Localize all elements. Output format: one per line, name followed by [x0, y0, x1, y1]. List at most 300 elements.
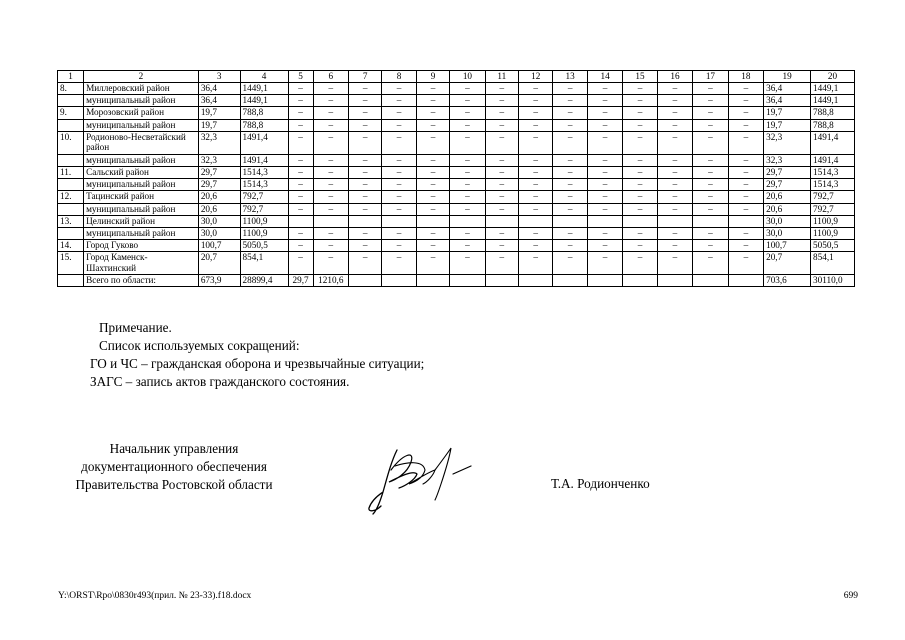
table-cell: – [587, 179, 622, 191]
table-cell: 1449,1 [811, 95, 855, 107]
table-cell: 1514,3 [240, 179, 288, 191]
header-cell: 9 [416, 71, 449, 83]
table-cell: – [519, 95, 553, 107]
table-cell: – [382, 119, 416, 131]
table-row [58, 215, 855, 227]
header-cell: 2 [84, 71, 199, 83]
table-cell: – [553, 203, 587, 215]
table-cell: – [519, 166, 553, 178]
table-cell [728, 215, 763, 227]
table-cell: – [657, 119, 692, 131]
table-cell: – [587, 154, 622, 166]
table-cell: – [349, 131, 382, 154]
table-cell: – [382, 154, 416, 166]
header-cell: 11 [485, 71, 518, 83]
table-cell: – [693, 95, 728, 107]
table-cell: – [382, 227, 416, 239]
table-cell: – [693, 203, 728, 215]
table-header-row [58, 71, 855, 83]
table-cell: – [693, 240, 728, 252]
table-cell [693, 215, 728, 227]
table-cell: – [416, 83, 449, 95]
table-cell: 20,7 [198, 252, 240, 275]
table-cell: – [288, 240, 313, 252]
table-cell: 788,8 [240, 107, 288, 119]
table-cell: – [519, 107, 553, 119]
table-cell: – [382, 252, 416, 275]
header-cell: 13 [553, 71, 587, 83]
table-cell: – [416, 95, 449, 107]
table-cell: – [623, 119, 657, 131]
table-cell [58, 154, 84, 166]
table-cell: – [349, 95, 382, 107]
table-cell: – [416, 252, 449, 275]
table-cell: – [485, 240, 518, 252]
table-cell: – [728, 252, 763, 275]
table-cell: – [553, 95, 587, 107]
table-cell: – [288, 227, 313, 239]
table-cell: – [313, 252, 348, 275]
table-row [58, 252, 855, 275]
table-cell: – [349, 119, 382, 131]
table-cell: – [623, 107, 657, 119]
table-cell: 36,4 [764, 83, 811, 95]
table-cell: – [450, 166, 485, 178]
table-cell: – [693, 252, 728, 275]
table-cell: – [416, 240, 449, 252]
table-cell: – [416, 227, 449, 239]
table-cell: 12. [58, 191, 84, 203]
table-row [58, 179, 855, 191]
table-cell: – [349, 166, 382, 178]
table-cell: – [313, 191, 348, 203]
note-line: ГО и ЧС – гражданская оборона и чрезвычайные ситуации; [90, 356, 425, 371]
table-cell: – [519, 83, 553, 95]
table-cell: 14. [58, 240, 84, 252]
header-cell: 6 [313, 71, 348, 83]
table-cell: – [349, 179, 382, 191]
table-cell: – [587, 131, 622, 154]
table-cell [58, 95, 84, 107]
table-cell: – [657, 203, 692, 215]
table-cell: – [657, 95, 692, 107]
table-cell [519, 275, 553, 287]
table-cell: 29,7 [764, 166, 811, 178]
table-cell: 788,8 [240, 119, 288, 131]
table-cell: – [553, 227, 587, 239]
table-cell: 100,7 [764, 240, 811, 252]
table-cell [587, 275, 622, 287]
table-cell: Целинский район [84, 215, 199, 227]
table-cell: – [450, 83, 485, 95]
table-cell: – [693, 107, 728, 119]
table-cell: муниципальный район [84, 119, 199, 131]
signer-name: Т.А. Родионченко [551, 476, 650, 491]
table-cell: – [382, 131, 416, 154]
page-number: 699 [843, 591, 858, 601]
table-cell: – [416, 107, 449, 119]
table-cell: 854,1 [811, 252, 855, 275]
table-cell: 1210,6 [313, 275, 348, 287]
table-cell: – [623, 227, 657, 239]
table-cell: – [485, 166, 518, 178]
table-cell: – [416, 131, 449, 154]
table-cell: – [587, 191, 622, 203]
table-cell: – [657, 83, 692, 95]
table-cell: – [349, 154, 382, 166]
table-cell: – [288, 191, 313, 203]
table-cell: – [416, 179, 449, 191]
table-cell: 30,0 [764, 215, 811, 227]
table-cell: 29,7 [198, 179, 240, 191]
table-cell [349, 215, 382, 227]
table-cell [58, 119, 84, 131]
table-cell: – [450, 107, 485, 119]
table-cell: – [587, 227, 622, 239]
table-cell: – [382, 107, 416, 119]
table-cell: – [382, 166, 416, 178]
table-cell: 36,4 [198, 83, 240, 95]
position-line: Начальник управления [109, 441, 239, 456]
table-cell: – [728, 191, 763, 203]
table-cell: – [519, 119, 553, 131]
table-cell: – [485, 154, 518, 166]
table-cell: – [382, 203, 416, 215]
table-cell: – [657, 191, 692, 203]
table-cell: – [313, 203, 348, 215]
table-cell: – [519, 131, 553, 154]
table-cell [416, 275, 449, 287]
table-cell: – [313, 227, 348, 239]
table-cell: – [587, 95, 622, 107]
table-cell: – [416, 191, 449, 203]
table-cell: муниципальный район [84, 95, 199, 107]
table-cell: Город Гуково [84, 240, 199, 252]
table-cell: – [519, 179, 553, 191]
table-row [58, 240, 855, 252]
table-cell: 9. [58, 107, 84, 119]
table-cell: – [519, 240, 553, 252]
table-cell: – [450, 95, 485, 107]
table-body [58, 83, 855, 287]
table-cell [553, 275, 587, 287]
table-cell: – [313, 95, 348, 107]
table-cell: Тацинский район [84, 191, 199, 203]
table-cell: 673,9 [198, 275, 240, 287]
table-cell: 792,7 [240, 191, 288, 203]
table-cell: 1449,1 [240, 95, 288, 107]
table-cell: 100,7 [198, 240, 240, 252]
table-cell: 15. [58, 252, 84, 275]
table-cell: – [553, 154, 587, 166]
note-line: ЗАГС – запись актов гражданского состояния. [90, 374, 350, 389]
table-cell: – [553, 240, 587, 252]
table-cell: 19,7 [198, 107, 240, 119]
table-cell: муниципальный район [84, 203, 199, 215]
table-cell: 703,6 [764, 275, 811, 287]
table-cell: – [288, 95, 313, 107]
table-cell: – [519, 227, 553, 239]
table-cell: – [728, 107, 763, 119]
table-row [58, 131, 855, 154]
note-section [90, 319, 424, 391]
table-cell [485, 275, 518, 287]
table-cell: – [450, 240, 485, 252]
table-cell: Морозовский район [84, 107, 199, 119]
table-cell: – [349, 83, 382, 95]
table-cell: – [450, 227, 485, 239]
table-cell: Миллеровский район [84, 83, 199, 95]
table-cell: – [728, 179, 763, 191]
header-cell: 4 [240, 71, 288, 83]
table-cell [728, 275, 763, 287]
table-cell: – [450, 252, 485, 275]
table-cell: – [657, 154, 692, 166]
table-cell: – [553, 107, 587, 119]
table-cell: 32,3 [198, 154, 240, 166]
table-cell: – [450, 203, 485, 215]
table-cell: – [693, 83, 728, 95]
table-cell: – [349, 227, 382, 239]
table-cell: – [485, 203, 518, 215]
table-cell: 11. [58, 166, 84, 178]
table-cell: – [313, 166, 348, 178]
table-cell: 36,4 [764, 95, 811, 107]
table-cell: 5050,5 [240, 240, 288, 252]
table-cell: Сальский район [84, 166, 199, 178]
table-cell: – [349, 203, 382, 215]
table-row [58, 227, 855, 239]
table-cell: 30,0 [198, 215, 240, 227]
header-cell: 7 [349, 71, 382, 83]
table-cell [657, 215, 692, 227]
position-line: Правительства Ростовской области [75, 477, 273, 492]
table-cell: 28899,4 [240, 275, 288, 287]
header-cell: 14 [587, 71, 622, 83]
table-cell: Город Каменск-Шахтинский [84, 252, 199, 275]
table-cell: 19,7 [764, 119, 811, 131]
table-cell: 1100,9 [240, 215, 288, 227]
table-cell: – [416, 119, 449, 131]
table-cell: – [587, 107, 622, 119]
table-cell: – [450, 191, 485, 203]
table-cell: 1514,3 [811, 166, 855, 178]
table-cell: – [288, 179, 313, 191]
table-cell: – [288, 203, 313, 215]
header-cell: 10 [450, 71, 485, 83]
table-cell: 29,7 [288, 275, 313, 287]
table-cell: муниципальный район [84, 227, 199, 239]
table-cell: – [657, 252, 692, 275]
table-cell [382, 215, 416, 227]
table-cell [313, 215, 348, 227]
table-cell: – [349, 240, 382, 252]
table-cell [485, 215, 518, 227]
table-cell: – [288, 83, 313, 95]
table-cell [58, 227, 84, 239]
table-cell: – [728, 131, 763, 154]
table-cell: – [313, 179, 348, 191]
header-cell: 20 [811, 71, 855, 83]
table-cell [450, 275, 485, 287]
table-cell: – [416, 203, 449, 215]
header-cell: 1 [58, 71, 84, 83]
table-cell: – [623, 166, 657, 178]
table-cell: 1449,1 [811, 83, 855, 95]
table-cell [58, 203, 84, 215]
table-cell [519, 215, 553, 227]
table-cell: 788,8 [811, 107, 855, 119]
table-cell: 8. [58, 83, 84, 95]
table-cell [693, 275, 728, 287]
table-cell: – [485, 131, 518, 154]
table-row [58, 83, 855, 95]
table-cell: 5050,5 [811, 240, 855, 252]
table-cell: – [349, 107, 382, 119]
table-cell: 1491,4 [811, 154, 855, 166]
table-cell: – [623, 191, 657, 203]
table-cell: – [519, 191, 553, 203]
table-cell: – [382, 95, 416, 107]
table-cell: – [485, 107, 518, 119]
table-cell: 13. [58, 215, 84, 227]
header-cell: 8 [382, 71, 416, 83]
table-cell: – [288, 119, 313, 131]
table-cell: 19,7 [764, 107, 811, 119]
file-path: Y:\ORST\Rpo\0830r493(прил. № 23-33).f18.docx [58, 591, 252, 601]
header-cell: 19 [764, 71, 811, 83]
table-cell: 1100,9 [811, 227, 855, 239]
table-cell: – [623, 131, 657, 154]
table-cell: 19,7 [198, 119, 240, 131]
table-cell [382, 275, 416, 287]
table-cell: 10. [58, 131, 84, 154]
table-cell: – [553, 119, 587, 131]
table-cell: – [553, 83, 587, 95]
table-cell: – [519, 252, 553, 275]
table-cell: – [657, 166, 692, 178]
header-cell: 15 [623, 71, 657, 83]
table-cell: – [288, 252, 313, 275]
header-cell: 17 [693, 71, 728, 83]
position-line: документационного обеспечения [81, 459, 267, 474]
table-cell: – [313, 131, 348, 154]
table-cell: – [485, 179, 518, 191]
table-row [58, 119, 855, 131]
table-cell: муниципальный район [84, 179, 199, 191]
table-cell: – [693, 227, 728, 239]
header-cell: 12 [519, 71, 553, 83]
table-cell: – [623, 95, 657, 107]
table-cell: 29,7 [198, 166, 240, 178]
table-cell: – [553, 252, 587, 275]
table-cell: – [416, 154, 449, 166]
table-cell: – [553, 191, 587, 203]
table-cell: 32,3 [764, 154, 811, 166]
table-row [58, 166, 855, 178]
table-cell: – [485, 227, 518, 239]
table-cell: – [587, 252, 622, 275]
table-cell: – [728, 203, 763, 215]
table-cell: – [553, 166, 587, 178]
table-cell: – [313, 119, 348, 131]
table-cell: – [693, 131, 728, 154]
table-cell: 792,7 [240, 203, 288, 215]
table-cell: 792,7 [811, 191, 855, 203]
table-cell: – [485, 83, 518, 95]
table-cell: – [657, 131, 692, 154]
table-cell: – [623, 154, 657, 166]
table-cell: – [587, 83, 622, 95]
table-cell: – [693, 166, 728, 178]
table-row [58, 154, 855, 166]
table-cell: 30,0 [764, 227, 811, 239]
table-cell: – [450, 179, 485, 191]
table-cell: – [728, 240, 763, 252]
table-cell: – [587, 166, 622, 178]
table-cell: – [623, 83, 657, 95]
table-cell: – [693, 191, 728, 203]
table-cell: – [288, 154, 313, 166]
table-cell: 854,1 [240, 252, 288, 275]
table-cell: 1514,3 [811, 179, 855, 191]
table-cell: – [288, 131, 313, 154]
table-cell: – [382, 240, 416, 252]
table-cell [587, 215, 622, 227]
table-cell: 1514,3 [240, 166, 288, 178]
table-cell: – [450, 154, 485, 166]
header-cell: 3 [198, 71, 240, 83]
header-cell: 18 [728, 71, 763, 83]
table-cell [416, 215, 449, 227]
table-cell: 36,4 [198, 95, 240, 107]
table-cell: 29,7 [764, 179, 811, 191]
table-cell: – [519, 203, 553, 215]
signer-position [58, 440, 290, 494]
table-cell: – [485, 95, 518, 107]
table-row [58, 191, 855, 203]
table-cell: – [485, 119, 518, 131]
table-cell: 1449,1 [240, 83, 288, 95]
table-cell: – [657, 227, 692, 239]
table-row [58, 95, 855, 107]
table-cell: Родионово-Несветайский район [84, 131, 199, 154]
table-cell: – [623, 240, 657, 252]
table-cell: 20,6 [198, 203, 240, 215]
table-cell: – [693, 179, 728, 191]
table-cell: – [728, 95, 763, 107]
table-cell: – [416, 166, 449, 178]
table-cell: – [288, 107, 313, 119]
table-cell: 20,7 [764, 252, 811, 275]
note-line: Список используемых сокращений: [99, 338, 300, 353]
table-cell: – [623, 203, 657, 215]
table-cell: – [313, 240, 348, 252]
table-cell: 32,3 [198, 131, 240, 154]
table-cell: – [313, 83, 348, 95]
table-cell: – [587, 203, 622, 215]
table-row [58, 107, 855, 119]
table-cell: – [288, 166, 313, 178]
table-cell: 1100,9 [811, 215, 855, 227]
table-cell: 32,3 [764, 131, 811, 154]
table-cell: 1491,4 [811, 131, 855, 154]
table-cell: – [623, 179, 657, 191]
table-cell: 20,6 [198, 191, 240, 203]
table-cell: – [485, 191, 518, 203]
table-cell [657, 275, 692, 287]
table-cell: – [587, 119, 622, 131]
